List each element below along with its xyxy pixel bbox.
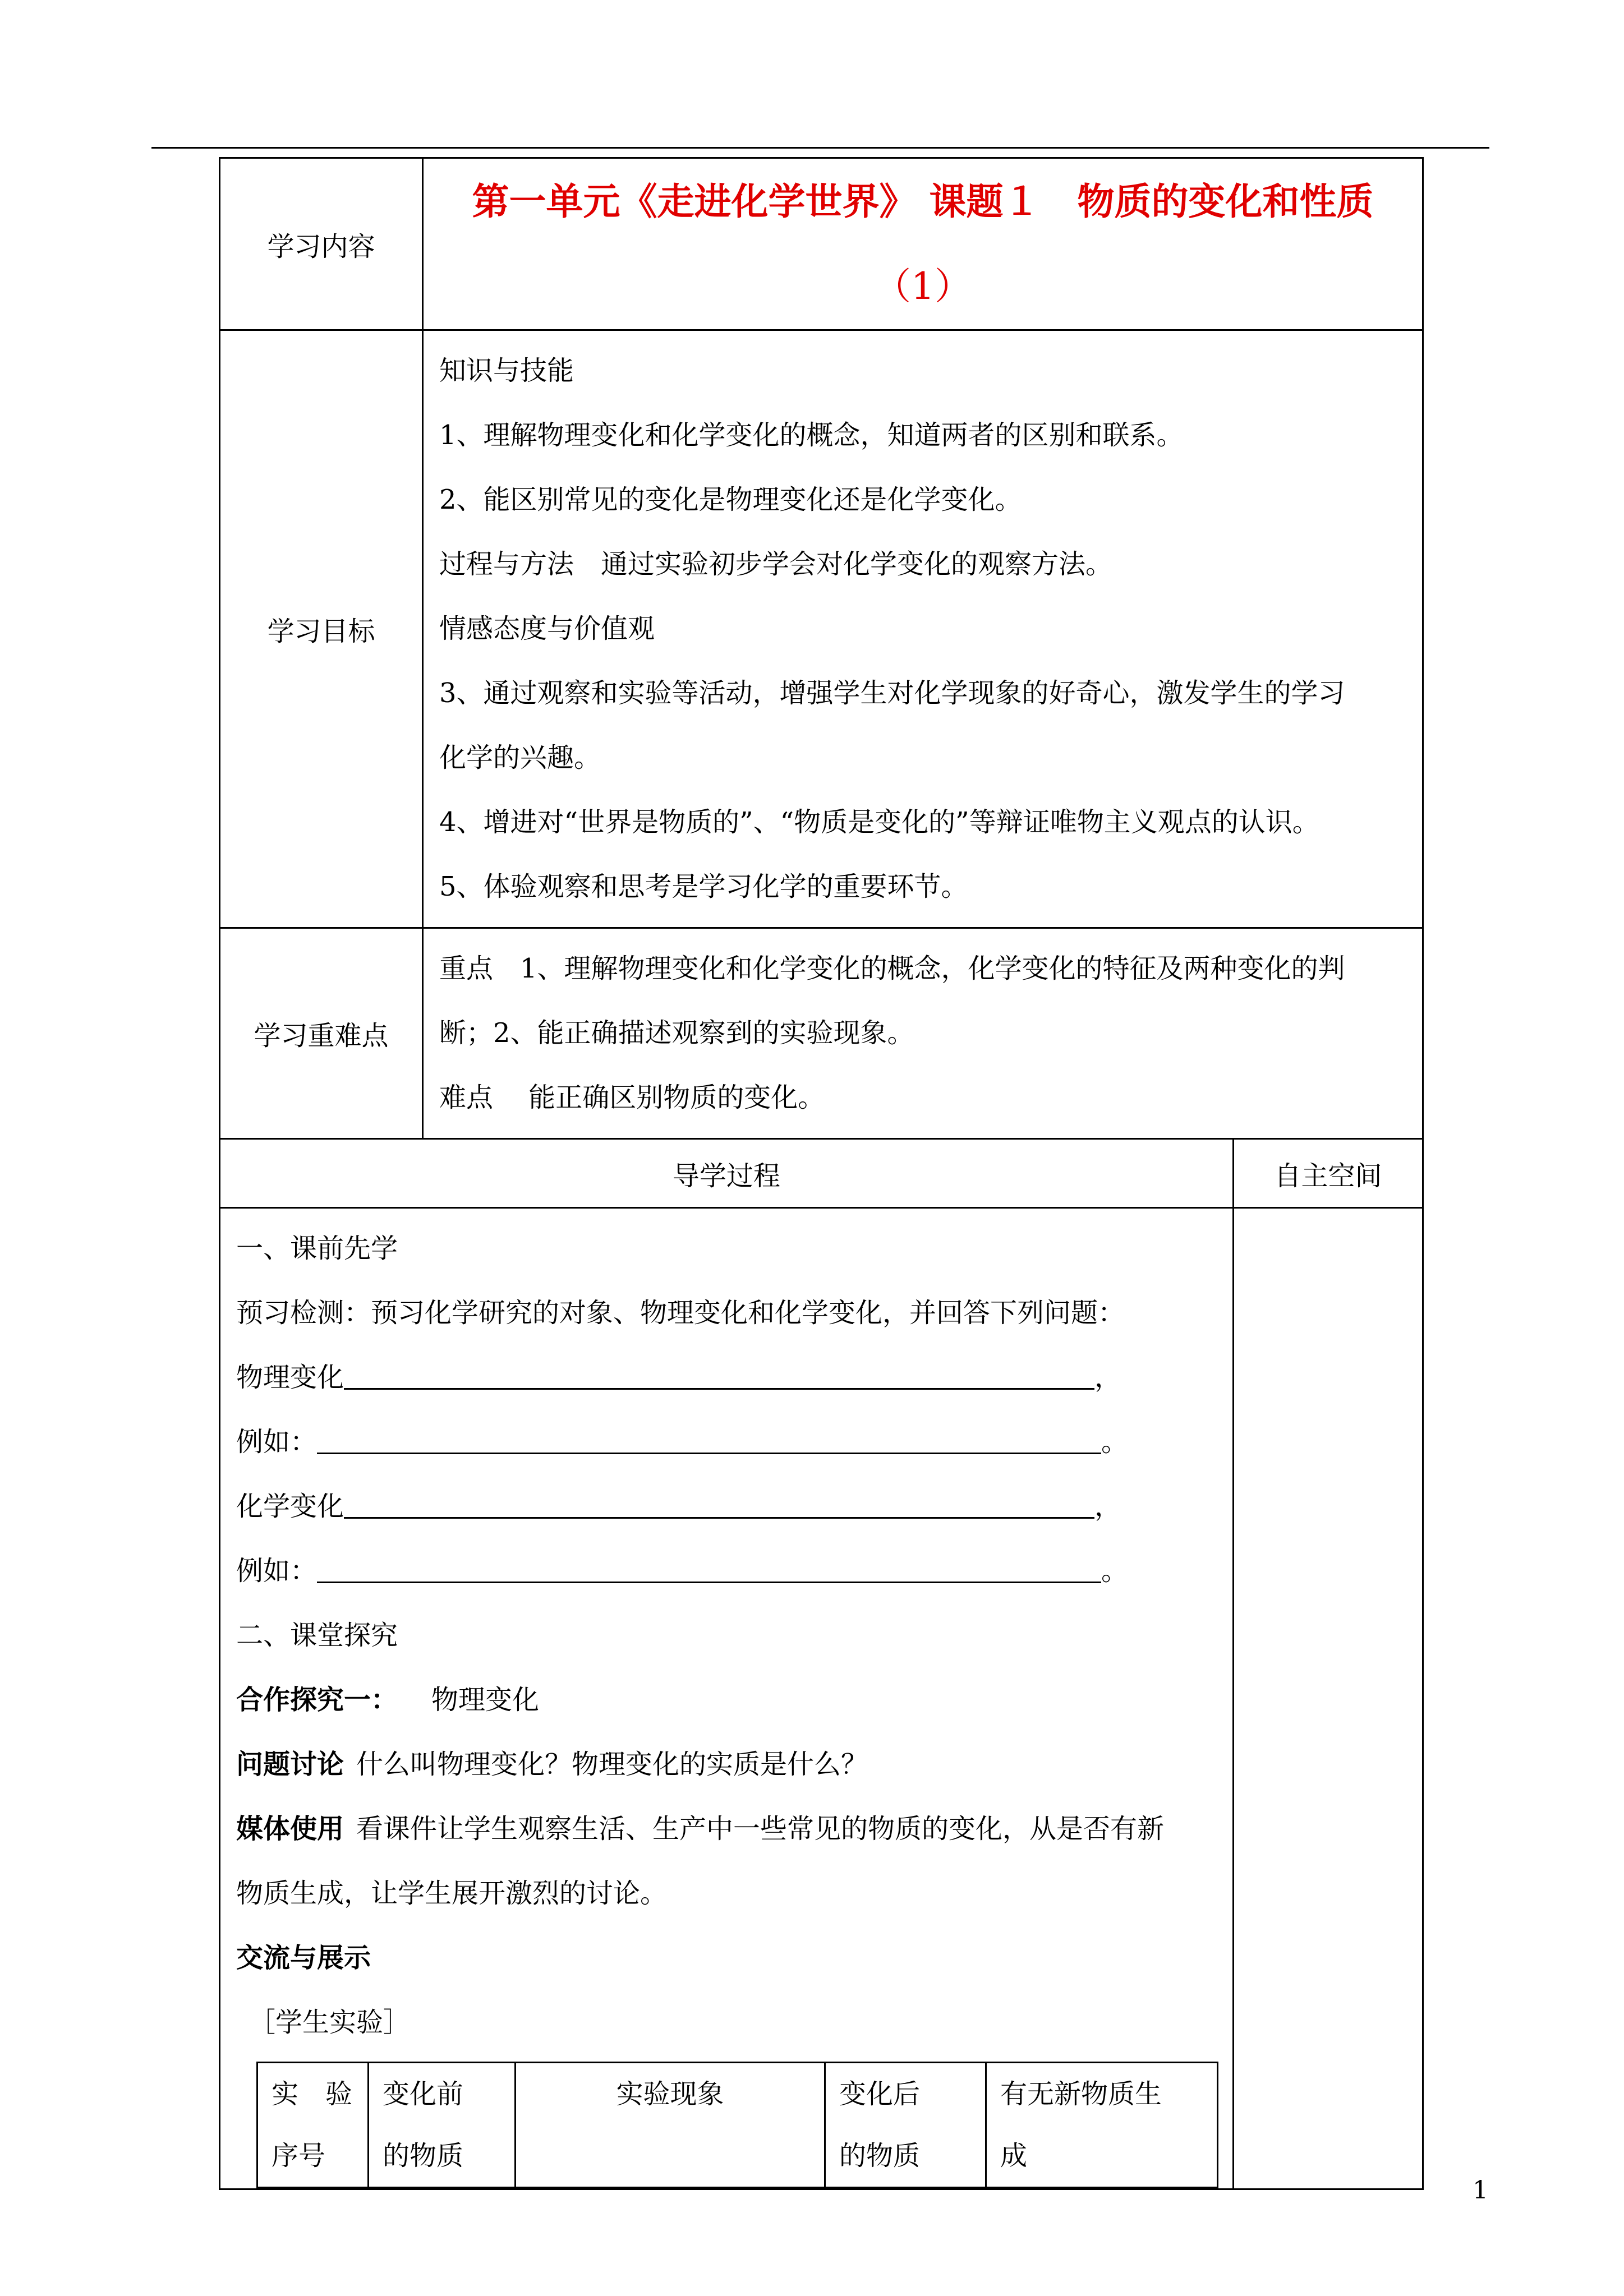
col-header-sequence: 实 验 序号 <box>257 2063 369 2188</box>
process-heading: 导学过程 <box>220 1139 1234 1208</box>
objective-line: 1、理解物理变化和化学变化的概念，知道两者的区别和联系。 <box>439 419 1184 451</box>
objectives-label: 学习目标 <box>220 330 423 928</box>
explore-heading: 二、课堂探究 <box>236 1620 398 1651</box>
discuss-text: 什么叫物理变化？物理变化的实质是什么？ <box>356 1749 868 1780</box>
media-line <box>236 1797 1222 1861</box>
chemical-change-blank[interactable] <box>344 1487 1094 1519</box>
physical-example-blank[interactable] <box>317 1422 1101 1454</box>
physical-change-line <box>236 1345 1222 1410</box>
objective-line: 4、增进对“世界是物质的”、“物质是变化的”等辩证唯物主义观点的认识。 <box>439 806 1319 838</box>
example-line <box>236 1410 1222 1474</box>
pre-study-heading: 一、课前先学 <box>236 1233 398 1264</box>
lesson-plan-table <box>219 157 1424 2190</box>
lesson-title-line1: 第一单元《走进化学世界》 课题１ 物质的变化和性质 <box>472 179 1374 223</box>
side-heading: 自主空间 <box>1234 1139 1423 1208</box>
objective-line: 过程与方法 通过实验初步学会对化学变化的观察方法。 <box>439 548 1113 580</box>
example-label: 例如： <box>236 1426 318 1458</box>
physical-change-blank[interactable] <box>344 1358 1094 1390</box>
experiment-label: ［学生实验］ <box>249 2007 411 2038</box>
header-rule <box>151 147 1489 149</box>
period: 。 <box>1101 1555 1129 1587</box>
col-header-after: 变化后 的物质 <box>825 2063 986 2188</box>
lesson-title <box>423 158 1423 330</box>
process-body <box>220 1208 1234 2189</box>
key-points-label: 学习重难点 <box>220 928 423 1139</box>
example-line <box>236 1539 1222 1603</box>
process-header-row <box>220 1139 1423 1208</box>
example-label: 例如： <box>236 1555 318 1587</box>
col-header-phenomenon: 实验现象 <box>516 2063 825 2188</box>
chemical-change-label: 化学变化 <box>236 1491 344 1522</box>
process-body-row <box>220 1208 1423 2189</box>
exchange-label: 交流与展示 <box>236 1942 371 1974</box>
objectives-content <box>423 330 1423 928</box>
period: 。 <box>1101 1426 1129 1458</box>
media-text-line1: 看课件让学生观察生活、生产中一些常见的物质的变化，从是否有新 <box>356 1813 1165 1845</box>
chemical-example-blank[interactable] <box>317 1551 1101 1583</box>
media-text-line2: 物质生成，让学生展开激烈的讨论。 <box>236 1878 668 1909</box>
discuss-line <box>236 1732 1222 1797</box>
page-number: 1 <box>1473 2176 1488 2205</box>
self-study-space[interactable] <box>1234 1208 1423 2189</box>
coop-line <box>236 1668 1222 1732</box>
key-points-row <box>220 928 1423 1139</box>
key-point-line: 难点 能正确区别物质的变化。 <box>439 1082 825 1113</box>
col-header-new-substance: 有无新物质生 成 <box>986 2063 1218 2188</box>
col-header-before: 变化前 的物质 <box>369 2063 516 2188</box>
objective-line: 化学的兴趣。 <box>439 742 601 773</box>
media-label: 媒体使用 <box>236 1813 344 1845</box>
lesson-title-line2: （1） <box>874 265 972 308</box>
chemical-change-line <box>236 1474 1222 1539</box>
lesson-row <box>220 158 1423 330</box>
coop-topic: 物理变化 <box>431 1684 540 1716</box>
pre-study-instruction: 预习检测：预习化学研究的对象、物理变化和化学变化，并回答下列问题： <box>236 1297 1125 1329</box>
objectives-row <box>220 330 1423 928</box>
key-point-line: 重点 1、理解物理变化和化学变化的概念，化学变化的特征及两种变化的判 <box>439 953 1345 984</box>
comma: ， <box>1094 1491 1122 1522</box>
coop-label: 合作探究一： <box>236 1684 398 1716</box>
discuss-label: 问题讨论 <box>236 1749 344 1780</box>
lesson-label: 学习内容 <box>220 158 423 330</box>
objective-line: 知识与技能 <box>439 355 574 386</box>
comma: ， <box>1094 1362 1122 1393</box>
key-points-content <box>423 928 1423 1139</box>
experiment-table <box>256 2062 1218 2188</box>
objective-line: 情感态度与价值观 <box>439 613 655 644</box>
objective-line: 5、体验观察和思考是学习化学的重要环节。 <box>439 871 968 902</box>
experiment-header-row <box>257 2063 1218 2188</box>
objective-line: 2、能区别常见的变化是物理变化还是化学变化。 <box>439 484 1022 515</box>
key-point-line: 断；2、能正确描述观察到的实验现象。 <box>439 1017 914 1049</box>
physical-change-label: 物理变化 <box>236 1362 344 1393</box>
objective-line: 3、通过观察和实验等活动，增强学生对化学现象的好奇心，激发学生的学习 <box>439 677 1345 709</box>
